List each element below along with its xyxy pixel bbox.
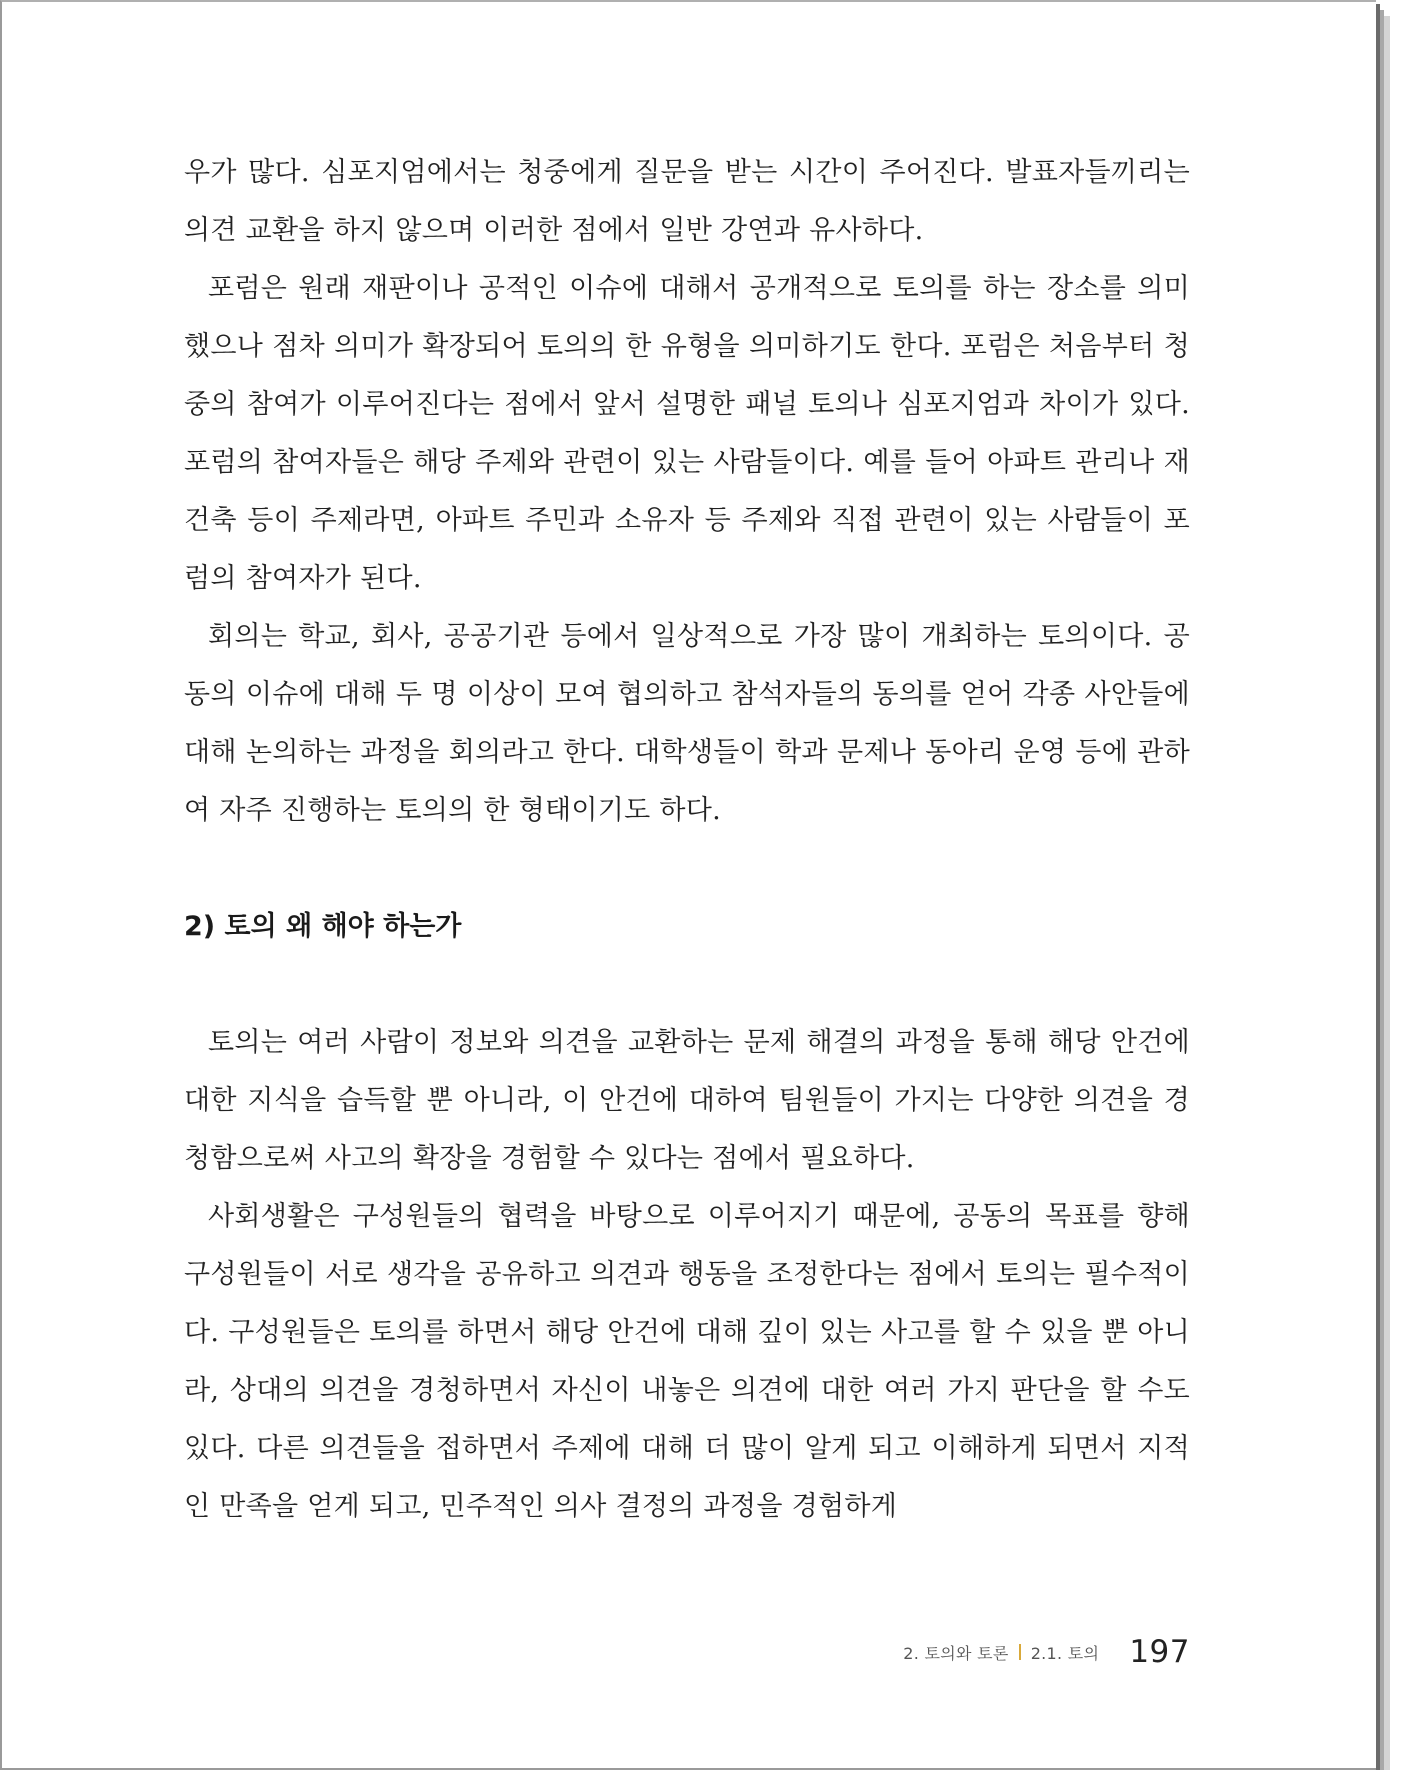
body-paragraph: 포럼은 원래 재판이나 공적인 이슈에 대해서 공개적으로 토의를 하는 장소를 의미했으나 점차 의미가 확장되어 토의의 한 유형을 의미하기도 한다. 포럼은 처음부터 청중의 참여가 이루어진다는 점에서 앞서 설명한 패널 토의나 심포지엄과 차이가 있다. 포럼의 참여자들은 해당 주제와 관련이 있는 사람들이다. 예를 들어 아파트 관리나 재건축 등이 주제라면, 아파트 주민과 소유자 등 주제와 직접 관련이 있는 사람들이 포럼의 참여자가 된다. bbox=[184, 273, 1190, 594]
page-footer bbox=[903, 1628, 1190, 1676]
section-heading: 2) 토의 왜 해야 하는가 bbox=[184, 911, 462, 942]
page-number: 197 bbox=[1129, 1634, 1190, 1670]
body-paragraph: 토의는 여러 사람이 정보와 의견을 교환하는 문제 해결의 과정을 통해 해당 안건에 대한 지식을 습득할 뿐 아니라, 이 안건에 대하여 팀원들이 가지는 다양한 의견을 경청함으로써 사고의 확장을 경험할 수 있다는 점에서 필요하다. bbox=[184, 1027, 1190, 1174]
page-content bbox=[184, 144, 1190, 1536]
footer-section-label: 2.1. 토의 bbox=[1030, 1643, 1100, 1663]
body-paragraph: 회의는 학교, 회사, 공공기관 등에서 일상적으로 가장 많이 개최하는 토의이다. 공동의 이슈에 대해 두 명 이상이 모여 협의하고 참석자들의 동의를 얻어 각종 사안들에 대해 논의하는 과정을 회의라고 한다. 대학생들이 학과 문제나 동아리 운영 등에 관하여 자주 진행하는 토의의 한 형태이기도 하다. bbox=[184, 621, 1190, 826]
body-paragraph: 우가 많다. 심포지엄에서는 청중에게 질문을 받는 시간이 주어진다. 발표자들끼리는 의견 교환을 하지 않으며 이러한 점에서 일반 강연과 유사하다. bbox=[184, 157, 1190, 246]
page-edge-shadow bbox=[1384, 16, 1390, 1770]
footer-chapter-label: 2. 토의와 토론 bbox=[903, 1643, 1009, 1663]
body-paragraph: 사회생활은 구성원들의 협력을 바탕으로 이루어지기 때문에, 공동의 목표를 향해 구성원들이 서로 생각을 공유하고 의견과 행동을 조정한다는 점에서 토의는 필수적이다. 구성원들은 토의를 하면서 해당 안건에 대해 깊이 있는 사고를 할 수 있을 뿐 아니라, 상대의 의견을 경청하면서 자신이 내놓은 의견에 대한 여러 가지 판단을 할 수도 있다. 다른 의견들을 접하면서 주제에 대해 더 많이 알게 되고 이해하게 되면서 지적인 만족을 얻게 되고, 민주적인 의사 결정의 과정을 경험하게 bbox=[184, 1201, 1190, 1522]
footer-separator bbox=[1019, 1644, 1021, 1660]
